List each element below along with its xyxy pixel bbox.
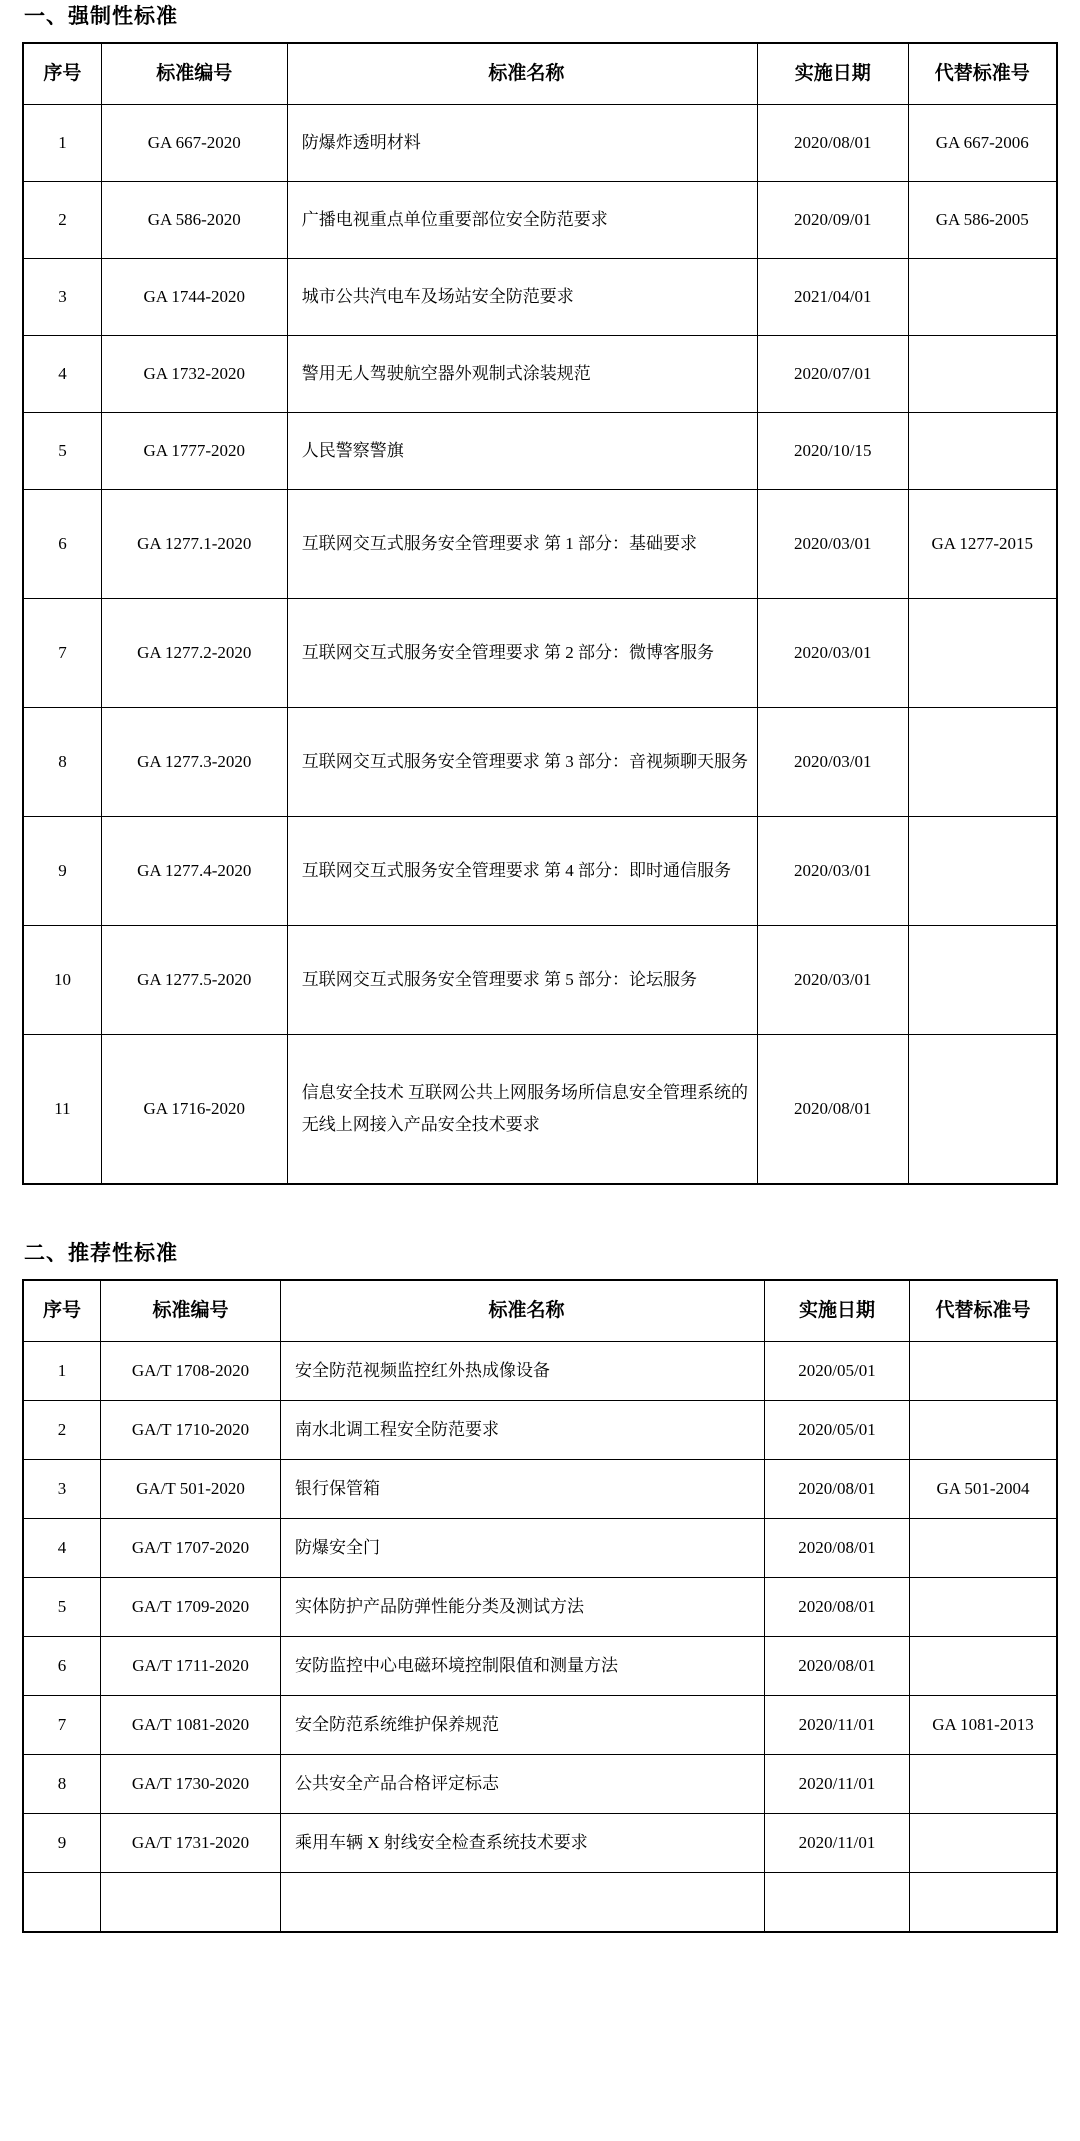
cell-date: 2020/09/01 bbox=[757, 182, 908, 259]
cell-replaced bbox=[909, 1637, 1057, 1696]
table-header-row bbox=[23, 43, 1057, 105]
column-header-code: 标准编号 bbox=[101, 43, 287, 105]
cell-no: 11 bbox=[23, 1035, 101, 1185]
cell-no: 7 bbox=[23, 1696, 101, 1755]
table-row bbox=[23, 817, 1057, 926]
table-row bbox=[23, 336, 1057, 413]
cell-code: GA/T 1709-2020 bbox=[101, 1578, 281, 1637]
table-row bbox=[23, 259, 1057, 336]
cell-no: 5 bbox=[23, 1578, 101, 1637]
cell-replaced: GA 1277-2015 bbox=[908, 490, 1057, 599]
cell-date: 2020/08/01 bbox=[765, 1519, 910, 1578]
table-row bbox=[23, 1578, 1057, 1637]
table-row bbox=[23, 1460, 1057, 1519]
cell-date: 2020/10/15 bbox=[757, 413, 908, 490]
table-row bbox=[23, 1873, 1057, 1933]
cell-name: 互联网交互式服务安全管理要求 第 2 部分：微博客服务 bbox=[287, 599, 757, 708]
table-body bbox=[23, 105, 1057, 1185]
cell-date: 2021/04/01 bbox=[757, 259, 908, 336]
section-heading-mandatory: 一、强制性标准 bbox=[24, 5, 178, 28]
table-row bbox=[23, 599, 1057, 708]
cell-code: GA 667-2020 bbox=[101, 105, 287, 182]
cell-replaced bbox=[909, 1814, 1057, 1873]
cell-no bbox=[23, 1873, 101, 1933]
cell-replaced bbox=[909, 1519, 1057, 1578]
cell-date: 2020/03/01 bbox=[757, 926, 908, 1035]
table-row bbox=[23, 182, 1057, 259]
cell-no: 1 bbox=[23, 105, 101, 182]
cell-replaced: GA 1081-2013 bbox=[909, 1696, 1057, 1755]
cell-replaced bbox=[908, 817, 1057, 926]
column-header-date: 实施日期 bbox=[765, 1280, 910, 1342]
section-heading-recommended: 二、推荐性标准 bbox=[24, 1242, 178, 1265]
mandatory-standards-table bbox=[22, 42, 1058, 1185]
cell-name: 互联网交互式服务安全管理要求 第 5 部分：论坛服务 bbox=[287, 926, 757, 1035]
cell-name: 银行保管箱 bbox=[280, 1460, 764, 1519]
cell-code: GA 1277.2-2020 bbox=[101, 599, 287, 708]
column-header-date: 实施日期 bbox=[757, 43, 908, 105]
cell-code: GA/T 501-2020 bbox=[101, 1460, 281, 1519]
table-row bbox=[23, 1519, 1057, 1578]
cell-date: 2020/05/01 bbox=[765, 1401, 910, 1460]
column-header-no: 序号 bbox=[23, 43, 101, 105]
cell-replaced: GA 501-2004 bbox=[909, 1460, 1057, 1519]
cell-replaced bbox=[909, 1401, 1057, 1460]
cell-name: 互联网交互式服务安全管理要求 第 1 部分：基础要求 bbox=[287, 490, 757, 599]
table-header-row bbox=[23, 1280, 1057, 1342]
cell-replaced bbox=[908, 599, 1057, 708]
cell-code bbox=[101, 1873, 281, 1933]
table-row bbox=[23, 1035, 1057, 1185]
cell-name: 警用无人驾驶航空器外观制式涂装规范 bbox=[287, 336, 757, 413]
cell-date: 2020/03/01 bbox=[757, 817, 908, 926]
cell-code: GA 586-2020 bbox=[101, 182, 287, 259]
cell-code: GA/T 1731-2020 bbox=[101, 1814, 281, 1873]
cell-no: 7 bbox=[23, 599, 101, 708]
cell-no: 8 bbox=[23, 1755, 101, 1814]
cell-date: 2020/03/01 bbox=[757, 490, 908, 599]
cell-date: 2020/08/01 bbox=[765, 1637, 910, 1696]
cell-name: 公共安全产品合格评定标志 bbox=[280, 1755, 764, 1814]
cell-replaced bbox=[908, 1035, 1057, 1185]
cell-replaced bbox=[909, 1873, 1057, 1933]
cell-code: GA 1716-2020 bbox=[101, 1035, 287, 1185]
cell-name: 互联网交互式服务安全管理要求 第 4 部分：即时通信服务 bbox=[287, 817, 757, 926]
cell-no: 4 bbox=[23, 1519, 101, 1578]
cell-date: 2020/11/01 bbox=[765, 1696, 910, 1755]
cell-replaced bbox=[908, 259, 1057, 336]
cell-name: 广播电视重点单位重要部位安全防范要求 bbox=[287, 182, 757, 259]
cell-replaced: GA 586-2005 bbox=[908, 182, 1057, 259]
cell-date bbox=[765, 1873, 910, 1933]
cell-date: 2020/11/01 bbox=[765, 1814, 910, 1873]
column-header-name: 标准名称 bbox=[280, 1280, 764, 1342]
table-row bbox=[23, 1755, 1057, 1814]
cell-code: GA/T 1081-2020 bbox=[101, 1696, 281, 1755]
cell-no: 6 bbox=[23, 490, 101, 599]
cell-name: 乘用车辆 X 射线安全检查系统技术要求 bbox=[280, 1814, 764, 1873]
cell-replaced bbox=[909, 1578, 1057, 1637]
cell-code: GA/T 1707-2020 bbox=[101, 1519, 281, 1578]
cell-code: GA 1277.5-2020 bbox=[101, 926, 287, 1035]
table-row bbox=[23, 708, 1057, 817]
cell-replaced bbox=[908, 708, 1057, 817]
table-row bbox=[23, 413, 1057, 490]
table-row bbox=[23, 1696, 1057, 1755]
cell-name: 防爆安全门 bbox=[280, 1519, 764, 1578]
cell-code: GA/T 1711-2020 bbox=[101, 1637, 281, 1696]
cell-date: 2020/08/01 bbox=[757, 105, 908, 182]
cell-date: 2020/11/01 bbox=[765, 1755, 910, 1814]
cell-no: 9 bbox=[23, 1814, 101, 1873]
cell-date: 2020/03/01 bbox=[757, 599, 908, 708]
cell-no: 3 bbox=[23, 1460, 101, 1519]
recommended-standards-table bbox=[22, 1279, 1058, 1933]
cell-no: 4 bbox=[23, 336, 101, 413]
cell-name: 实体防护产品防弹性能分类及测试方法 bbox=[280, 1578, 764, 1637]
cell-name: 互联网交互式服务安全管理要求 第 3 部分：音视频聊天服务 bbox=[287, 708, 757, 817]
cell-code: GA 1744-2020 bbox=[101, 259, 287, 336]
cell-replaced bbox=[908, 926, 1057, 1035]
column-header-replaced: 代替标准号 bbox=[909, 1280, 1057, 1342]
cell-date: 2020/07/01 bbox=[757, 336, 908, 413]
cell-replaced bbox=[909, 1755, 1057, 1814]
cell-code: GA 1277.1-2020 bbox=[101, 490, 287, 599]
cell-no: 6 bbox=[23, 1637, 101, 1696]
table-header bbox=[23, 43, 1057, 105]
cell-code: GA 1777-2020 bbox=[101, 413, 287, 490]
cell-no: 1 bbox=[23, 1342, 101, 1401]
cell-code: GA/T 1730-2020 bbox=[101, 1755, 281, 1814]
cell-date: 2020/08/01 bbox=[765, 1460, 910, 1519]
cell-code: GA/T 1710-2020 bbox=[101, 1401, 281, 1460]
cell-name bbox=[280, 1873, 764, 1933]
column-header-no: 序号 bbox=[23, 1280, 101, 1342]
cell-no: 9 bbox=[23, 817, 101, 926]
column-header-code: 标准编号 bbox=[101, 1280, 281, 1342]
cell-no: 2 bbox=[23, 1401, 101, 1460]
table-row bbox=[23, 1342, 1057, 1401]
table-row bbox=[23, 490, 1057, 599]
cell-date: 2020/03/01 bbox=[757, 708, 908, 817]
cell-no: 3 bbox=[23, 259, 101, 336]
table-row bbox=[23, 1814, 1057, 1873]
cell-name: 防爆炸透明材料 bbox=[287, 105, 757, 182]
cell-name: 安防监控中心电磁环境控制限值和测量方法 bbox=[280, 1637, 764, 1696]
cell-code: GA/T 1708-2020 bbox=[101, 1342, 281, 1401]
table-body bbox=[23, 1342, 1057, 1933]
column-header-replaced: 代替标准号 bbox=[908, 43, 1057, 105]
cell-code: GA 1732-2020 bbox=[101, 336, 287, 413]
table-row bbox=[23, 1637, 1057, 1696]
cell-date: 2020/08/01 bbox=[757, 1035, 908, 1185]
cell-no: 8 bbox=[23, 708, 101, 817]
cell-no: 2 bbox=[23, 182, 101, 259]
table-row bbox=[23, 1401, 1057, 1460]
cell-replaced bbox=[909, 1342, 1057, 1401]
cell-date: 2020/05/01 bbox=[765, 1342, 910, 1401]
cell-name: 安全防范系统维护保养规范 bbox=[280, 1696, 764, 1755]
cell-code: GA 1277.3-2020 bbox=[101, 708, 287, 817]
cell-date: 2020/08/01 bbox=[765, 1578, 910, 1637]
cell-replaced bbox=[908, 413, 1057, 490]
cell-name: 安全防范视频监控红外热成像设备 bbox=[280, 1342, 764, 1401]
table-row bbox=[23, 105, 1057, 182]
cell-no: 5 bbox=[23, 413, 101, 490]
table-row bbox=[23, 926, 1057, 1035]
column-header-name: 标准名称 bbox=[287, 43, 757, 105]
cell-no: 10 bbox=[23, 926, 101, 1035]
cell-replaced bbox=[908, 336, 1057, 413]
cell-name: 信息安全技术 互联网公共上网服务场所信息安全管理系统的无线上网接入产品安全技术要求 bbox=[287, 1035, 757, 1185]
cell-name: 南水北调工程安全防范要求 bbox=[280, 1401, 764, 1460]
cell-code: GA 1277.4-2020 bbox=[101, 817, 287, 926]
table-header bbox=[23, 1280, 1057, 1342]
cell-name: 城市公共汽电车及场站安全防范要求 bbox=[287, 259, 757, 336]
cell-name: 人民警察警旗 bbox=[287, 413, 757, 490]
cell-replaced: GA 667-2006 bbox=[908, 105, 1057, 182]
